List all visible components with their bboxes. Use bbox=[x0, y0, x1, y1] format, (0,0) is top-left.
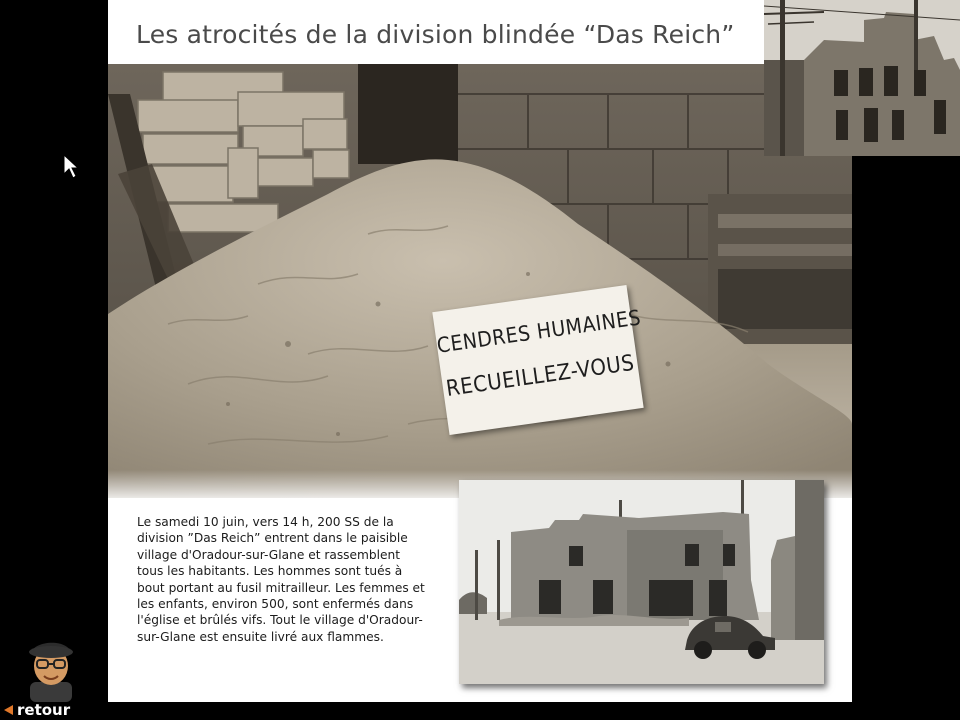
page-title: Les atrocités de la division blindée “Das Reich” bbox=[136, 20, 735, 49]
sign-line-2: RECUEILLEZ-VOUS bbox=[444, 350, 636, 402]
mouse-pointer-icon bbox=[63, 154, 79, 180]
guide-avatar[interactable] bbox=[22, 636, 80, 702]
story-paragraph: Le samedi 10 juin, vers 14 h, 200 SS de la division ”Das Reich” entrent dans le paisible village d'Oradour-sur-Glane et rassemblent tous les habitants. Les hommes sont tués à bout portant au fusil mitrailleur. Les femmes et les enfants, environ 500, sont enfermés dans l'église et brûlés vifs. Tout le village d'Oradour-sur-Glane est ensuite livré aux flammes. bbox=[137, 515, 425, 644]
inset-photo-ruins bbox=[764, 0, 960, 156]
photo-ruined-village bbox=[459, 480, 824, 684]
back-button[interactable] bbox=[4, 700, 70, 720]
back-arrow-icon bbox=[4, 705, 13, 715]
back-button-label: retour bbox=[17, 701, 71, 719]
main-photo-ash-mound bbox=[108, 64, 852, 498]
sign-line-1: CENDRES HUMAINES bbox=[435, 305, 643, 358]
